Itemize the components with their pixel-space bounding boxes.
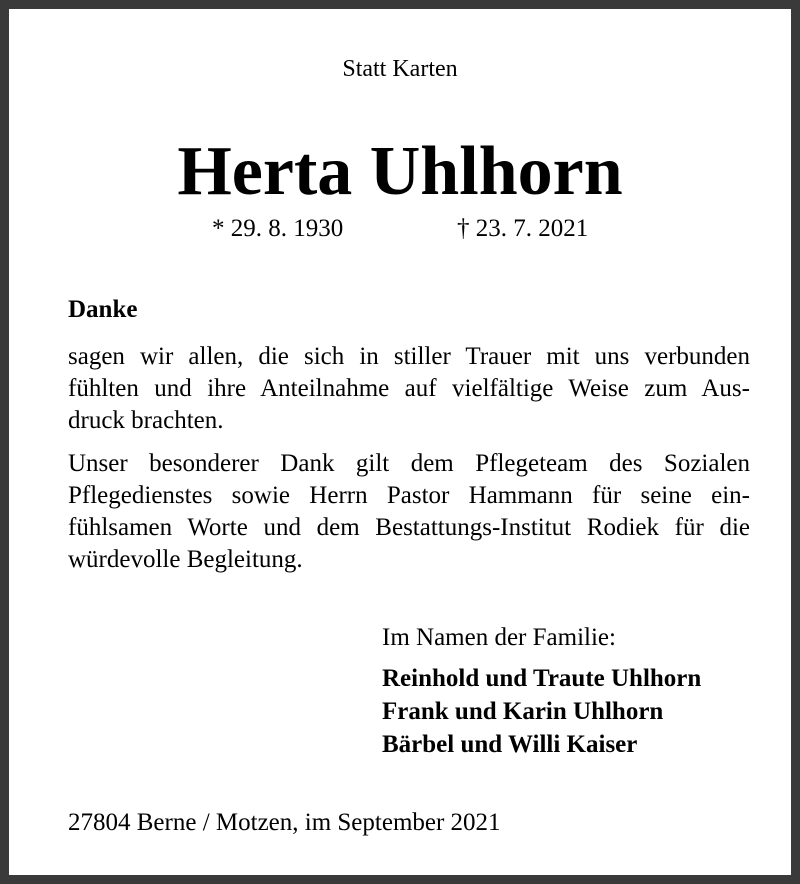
family-member: Bärbel und Willi Kaiser [382, 731, 638, 758]
thanks-paragraph-1 [68, 341, 750, 437]
deceased-name: Herta Uhlhorn [177, 133, 623, 210]
place-date: 27804 Berne / Motzen, im September 2021 [68, 809, 501, 836]
paragraph-line: druck brachten. [68, 407, 224, 434]
family-member: Reinhold und Traute Uhlhorn [382, 665, 702, 692]
thanks-heading: Danke [68, 296, 138, 323]
family-member: Frank und Karin Uhlhorn [382, 698, 664, 725]
paragraph-line: Unser besonderer Dank gilt dem Pflegeteam des Sozialen [68, 450, 750, 477]
thanks-paragraph-2 [68, 448, 750, 576]
birth-date: * 29. 8. 1930 [212, 215, 344, 242]
paragraph-line: sagen wir allen, die sich in stiller Trauer mit uns verbunden [68, 343, 750, 370]
family-label: Im Namen der Familie: [382, 624, 616, 651]
header-statt-karten: Statt Karten [342, 56, 458, 82]
paragraph-line: würdevolle Begleitung. [68, 546, 303, 573]
paragraph-line: fühlten und ihre Anteilnahme auf vielfältige Weise zum Aus- [68, 375, 750, 402]
death-date: † 23. 7. 2021 [457, 215, 589, 242]
paragraph-line: fühlsamen Worte und dem Bestattungs-Institut Rodiek für die [68, 514, 750, 541]
paragraph-line: Pflegedienstes sowie Herrn Pastor Hammann für seine ein- [68, 482, 750, 509]
